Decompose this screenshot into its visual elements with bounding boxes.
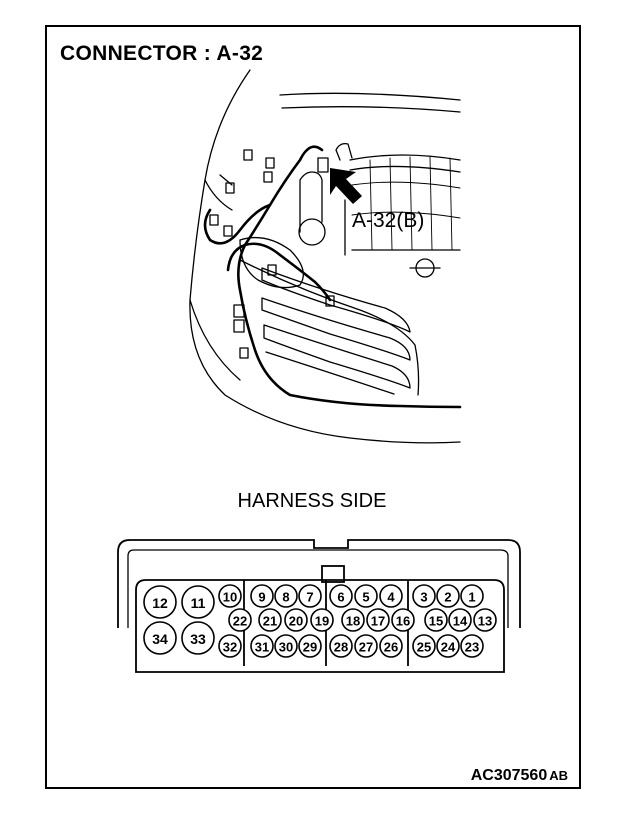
pin-label: 9 [258,589,266,605]
pin-label: 22 [232,613,248,629]
figure-code-number: AC307560 [470,767,548,784]
pin-21 [259,609,281,631]
pin-label: 8 [282,589,290,605]
pin-label: 30 [278,639,294,655]
pin-8 [275,585,297,607]
pin-label: 24 [440,639,456,655]
callout-label: A-32(B) [352,209,425,232]
pin-13 [474,609,496,631]
pin-7 [299,585,321,607]
pin-15 [425,609,447,631]
pin-17 [367,609,389,631]
pin-label: 11 [190,595,206,611]
pin-31 [251,635,273,657]
pin-label: 26 [383,639,399,655]
connector-title: CONNECTOR : A-32 [60,42,264,65]
pin-label: 34 [152,631,168,647]
pin-5 [355,585,377,607]
pin-28 [330,635,352,657]
pin-14 [449,609,471,631]
pin-23 [461,635,483,657]
pin-18 [342,609,364,631]
pin-label: 10 [222,589,238,605]
pin-9 [251,585,273,607]
pin-label: 29 [302,639,318,655]
harness-side-label: HARNESS SIDE [237,490,387,512]
pin-4 [380,585,402,607]
figure-code [471,767,568,785]
pin-25 [413,635,435,657]
pin-32 [219,635,241,657]
pin-6 [330,585,352,607]
pin-label: 4 [387,589,395,605]
pin-label: 17 [370,613,386,629]
pin-34 [144,622,176,654]
pin-label: 14 [452,613,468,629]
pin-label: 19 [314,613,330,629]
pin-label: 2 [444,589,452,605]
pin-label: 1 [468,589,476,605]
pin-12 [144,586,176,618]
figure-code-suffix: AB [549,768,568,783]
pin-label: 25 [416,639,432,655]
pin-30 [275,635,297,657]
pin-27 [355,635,377,657]
pin-label: 31 [254,639,270,655]
pin-label: 18 [345,613,361,629]
pin-label: 23 [464,639,480,655]
pin-label: 21 [262,613,278,629]
pin-26 [380,635,402,657]
pin-24 [437,635,459,657]
pin-29 [299,635,321,657]
pin-label: 15 [428,613,444,629]
pin-19 [311,609,333,631]
pin-label: 32 [222,639,238,655]
pin-label: 28 [333,639,349,655]
pin-label: 20 [288,613,304,629]
pin-10 [219,585,241,607]
pin-label: 6 [337,589,345,605]
pin-label: 12 [152,595,168,611]
pin-2 [437,585,459,607]
pin-label: 16 [395,613,411,629]
pin-16 [392,609,414,631]
pin-20 [285,609,307,631]
pin-label: 13 [477,613,493,629]
pin-label: 5 [362,589,370,605]
pin-22 [229,609,251,631]
pin-11 [182,586,214,618]
pin-1 [461,585,483,607]
pin-label: 33 [190,631,206,647]
pin-33 [182,622,214,654]
pin-3 [413,585,435,607]
pin-label: 3 [420,589,428,605]
pin-label: 27 [358,639,374,655]
pin-label: 7 [306,589,314,605]
